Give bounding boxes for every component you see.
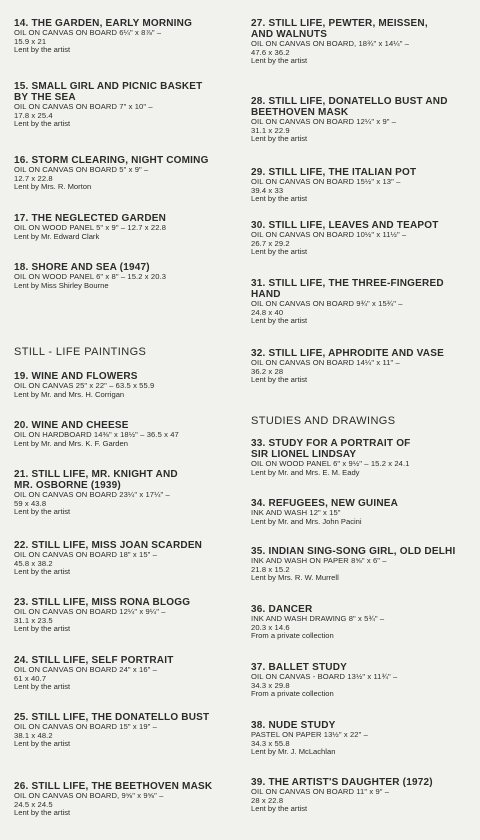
section-heading: STILL - LIFE PAINTINGS (14, 346, 147, 358)
entry-lender: Lent by Mr. J. McLachlan (251, 747, 336, 757)
entry-lender: Lent by Mr. and Mrs. John Pacini (251, 516, 362, 526)
entry-title: 27. STILL LIFE, PEWTER, MEISSEN, AND WALNUTS (251, 18, 428, 40)
catalogue-entry (14, 540, 236, 577)
entry-lender: Lent by Mrs. R. W. Murrell (251, 573, 339, 583)
catalogue-entry (14, 213, 236, 241)
entry-title: 24. STILL LIFE, SELF PORTRAIT (14, 655, 174, 666)
entry-title: 26. STILL LIFE, THE BEETHOVEN MASK (14, 781, 213, 792)
entry-title: 14. THE GARDEN, EARLY MORNING (14, 18, 193, 29)
catalogue-entry (14, 81, 236, 129)
entry-medium: OIL ON WOOD PANEL 6" x 8" – 15.2 x 20.3 (14, 272, 167, 281)
entry-lender: Lent by Mr. and Mrs. E. M. Eady (251, 467, 360, 477)
catalogue-entry (14, 781, 236, 818)
entry-lender: Lent by the artist (251, 194, 308, 204)
catalogue-entry (251, 18, 473, 66)
catalogue-entry (251, 604, 473, 641)
entry-title: 31. STILL LIFE, THE THREE-FINGERED HAND (251, 278, 444, 300)
entry-medium: OIL ON CANVAS ON BOARD 12¼" x 9¼" – 31.1 x 23.5 (14, 607, 166, 625)
entry-lender: From a private collection (251, 689, 334, 699)
catalogue-entry (251, 220, 473, 257)
entry-medium: OIL ON CANVAS ON BOARD 23¼" x 17¼" – 59 x 43.8 (14, 490, 170, 508)
entry-medium: OIL ON CANVAS ON BOARD 12¼" x 9" – 31.1 x 22.9 (251, 117, 397, 135)
entry-title: 30. STILL LIFE, LEAVES AND TEAPOT (251, 220, 439, 231)
entry-lender: Lent by the artist (14, 119, 71, 129)
catalogue-entry (251, 278, 473, 326)
entry-title: 17. THE NEGLECTED GARDEN (14, 213, 167, 224)
catalogue-entry (251, 662, 473, 699)
entry-medium: OIL ON CANVAS ON BOARD 14¼" x 11" – 36.2 x 28 (251, 358, 400, 376)
entry-title: 29. STILL LIFE, THE ITALIAN POT (251, 167, 417, 178)
entry-title: 37. BALLET STUDY (251, 662, 347, 673)
catalogue-entry (251, 96, 473, 144)
entry-title: 23. STILL LIFE, MISS RONA BLOGG (14, 597, 191, 608)
entry-medium: OIL ON CANVAS ON BOARD 15" x 19" – 38.1 x 48.2 (14, 722, 157, 740)
entry-medium: OIL ON WOOD PANEL 5" x 9" – 12.7 x 22.8 (14, 223, 167, 232)
entry-lender: Lent by the artist (251, 316, 308, 326)
entry-lender: Lent by the artist (14, 45, 71, 55)
entry-lender: Lent by the artist (14, 624, 71, 634)
entry-lender: Lent by the artist (251, 56, 308, 66)
catalogue-entry (14, 469, 236, 517)
catalogue-entry (251, 498, 473, 526)
catalogue-entry (251, 348, 473, 385)
entry-lender: Lent by Miss Shirley Bourne (14, 280, 109, 290)
entry-title: 32. STILL LIFE, APHRODITE AND VASE (251, 348, 444, 359)
entry-lender: Lent by Mrs. R. Morton (14, 182, 92, 192)
entry-lender: Lent by Mr. Edward Clark (14, 231, 100, 241)
entry-medium: INK AND WASH 12" x 15" (251, 508, 341, 517)
entry-lender: Lent by the artist (14, 567, 71, 577)
entry-medium: OIL ON HARDBOARD 14⅜" x 18½" – 36.5 x 47 (14, 430, 179, 439)
section-heading: STUDIES AND DRAWINGS (251, 415, 396, 427)
entry-title: 21. STILL LIFE, MR. KNIGHT AND MR. OSBORNE (1939) (14, 469, 178, 491)
catalogue-entry (251, 777, 473, 814)
entry-lender: Lent by the artist (14, 682, 71, 692)
entry-lender: From a private collection (251, 631, 334, 641)
catalogue-entry (251, 167, 473, 204)
entry-title: 16. STORM CLEARING, NIGHT COMING (14, 155, 209, 166)
entry-medium: OIL ON CANVAS ON BOARD 9¾" x 15¾" – 24.8 x 40 (251, 299, 403, 317)
entry-medium: OIL ON CANVAS 25" x 22" – 63.5 x 55.9 (14, 381, 155, 390)
entry-lender: Lent by Mr. and Mrs. K. F. Garden (14, 438, 128, 448)
entry-lender: Lent by the artist (251, 247, 308, 257)
entry-medium: OIL ON CANVAS - BOARD 13½" x 11¾" – 34.3 x 29.8 (251, 672, 398, 690)
entry-lender: Lent by the artist (14, 739, 71, 749)
entry-title: 35. INDIAN SING-SONG GIRL, OLD DELHI (251, 546, 456, 557)
entry-medium: OIL ON CANVAS ON BOARD 7" x 10" – 17.8 x 25.4 (14, 102, 153, 120)
entry-title: 34. REFUGEES, NEW GUINEA (251, 498, 399, 509)
catalogue-entry (14, 155, 236, 192)
entry-lender: Lent by the artist (14, 808, 71, 818)
catalogue-entry (14, 597, 236, 634)
entry-lender: Lent by the artist (251, 375, 308, 385)
entry-medium: OIL ON CANVAS ON BOARD 10½" x 11½" – 26.7 x 29.2 (251, 230, 407, 248)
entry-medium: OIL ON CANVAS ON BOARD, 18¾" x 14¼" – 47.6 x 36.2 (251, 39, 410, 57)
entry-title: 28. STILL LIFE, DONATELLO BUST AND BEETHOVEN MASK (251, 96, 448, 118)
catalogue-entry (14, 262, 236, 290)
entry-lender: Lent by the artist (251, 134, 308, 144)
entry-title: 36. DANCER (251, 604, 313, 615)
catalogue-entry (14, 18, 236, 55)
entry-title: 38. NUDE STUDY (251, 720, 336, 731)
entry-title: 15. SMALL GIRL AND PICNIC BASKET BY THE SEA (14, 81, 203, 103)
catalogue-entry (14, 712, 236, 749)
entry-medium: OIL ON WOOD PANEL 6" x 9½" – 15.2 x 24.1 (251, 459, 410, 468)
catalogue-entry (251, 720, 473, 757)
entry-title: 39. THE ARTIST'S DAUGHTER (1972) (251, 777, 433, 788)
entry-lender: Lent by Mr. and Mrs. H. Corrigan (14, 389, 125, 399)
entry-title: 25. STILL LIFE, THE DONATELLO BUST (14, 712, 210, 723)
catalogue-entry (14, 371, 236, 399)
entry-medium: INK AND WASH DRAWING 8" x 5¾" – 20.3 x 14.6 (251, 614, 385, 632)
entry-medium: PASTEL ON PAPER 13½" x 22" – 34.3 x 55.8 (251, 730, 368, 748)
catalogue-entry (251, 546, 473, 583)
entry-medium: OIL ON CANVAS ON BOARD 5" x 9" – 12.7 x 22.8 (14, 165, 149, 183)
entry-medium: OIL ON CANVAS ON BOARD 6¼" x 8⅞" – 15.9 x 21 (14, 28, 162, 46)
entry-medium: OIL ON CANVAS ON BOARD, 9⅝" x 9⅝" – 24.5 x 24.5 (14, 791, 164, 809)
entry-lender: Lent by the artist (251, 804, 308, 814)
entry-title: 18. SHORE AND SEA (1947) (14, 262, 150, 273)
entry-medium: OIL ON CANVAS ON BOARD 11" x 9" – 28 x 22.8 (251, 787, 390, 805)
entry-lender: Lent by the artist (14, 507, 71, 517)
entry-medium: OIL ON CANVAS ON BOARD 24" x 16" – 61 x 40.7 (14, 665, 157, 683)
entry-title: 19. WINE AND FLOWERS (14, 371, 138, 382)
entry-medium: OIL ON CANVAS ON BOARD 15½" x 13" – 39.4 x 33 (251, 177, 401, 195)
catalogue-entry (14, 655, 236, 692)
entry-title: 33. STUDY FOR A PORTRAIT OF SIR LIONEL LINDSAY (251, 438, 411, 460)
entry-title: 22. STILL LIFE, MISS JOAN SCARDEN (14, 540, 203, 551)
entry-medium: OIL ON CANVAS ON BOARD 18" x 15" – 45.8 x 38.2 (14, 550, 157, 568)
catalogue-entry (251, 438, 473, 477)
catalogue-entry (14, 420, 236, 448)
entry-medium: INK AND WASH ON PAPER 8⅝" x 6" – 21.8 x 15.2 (251, 556, 387, 574)
entry-title: 20. WINE AND CHEESE (14, 420, 129, 431)
